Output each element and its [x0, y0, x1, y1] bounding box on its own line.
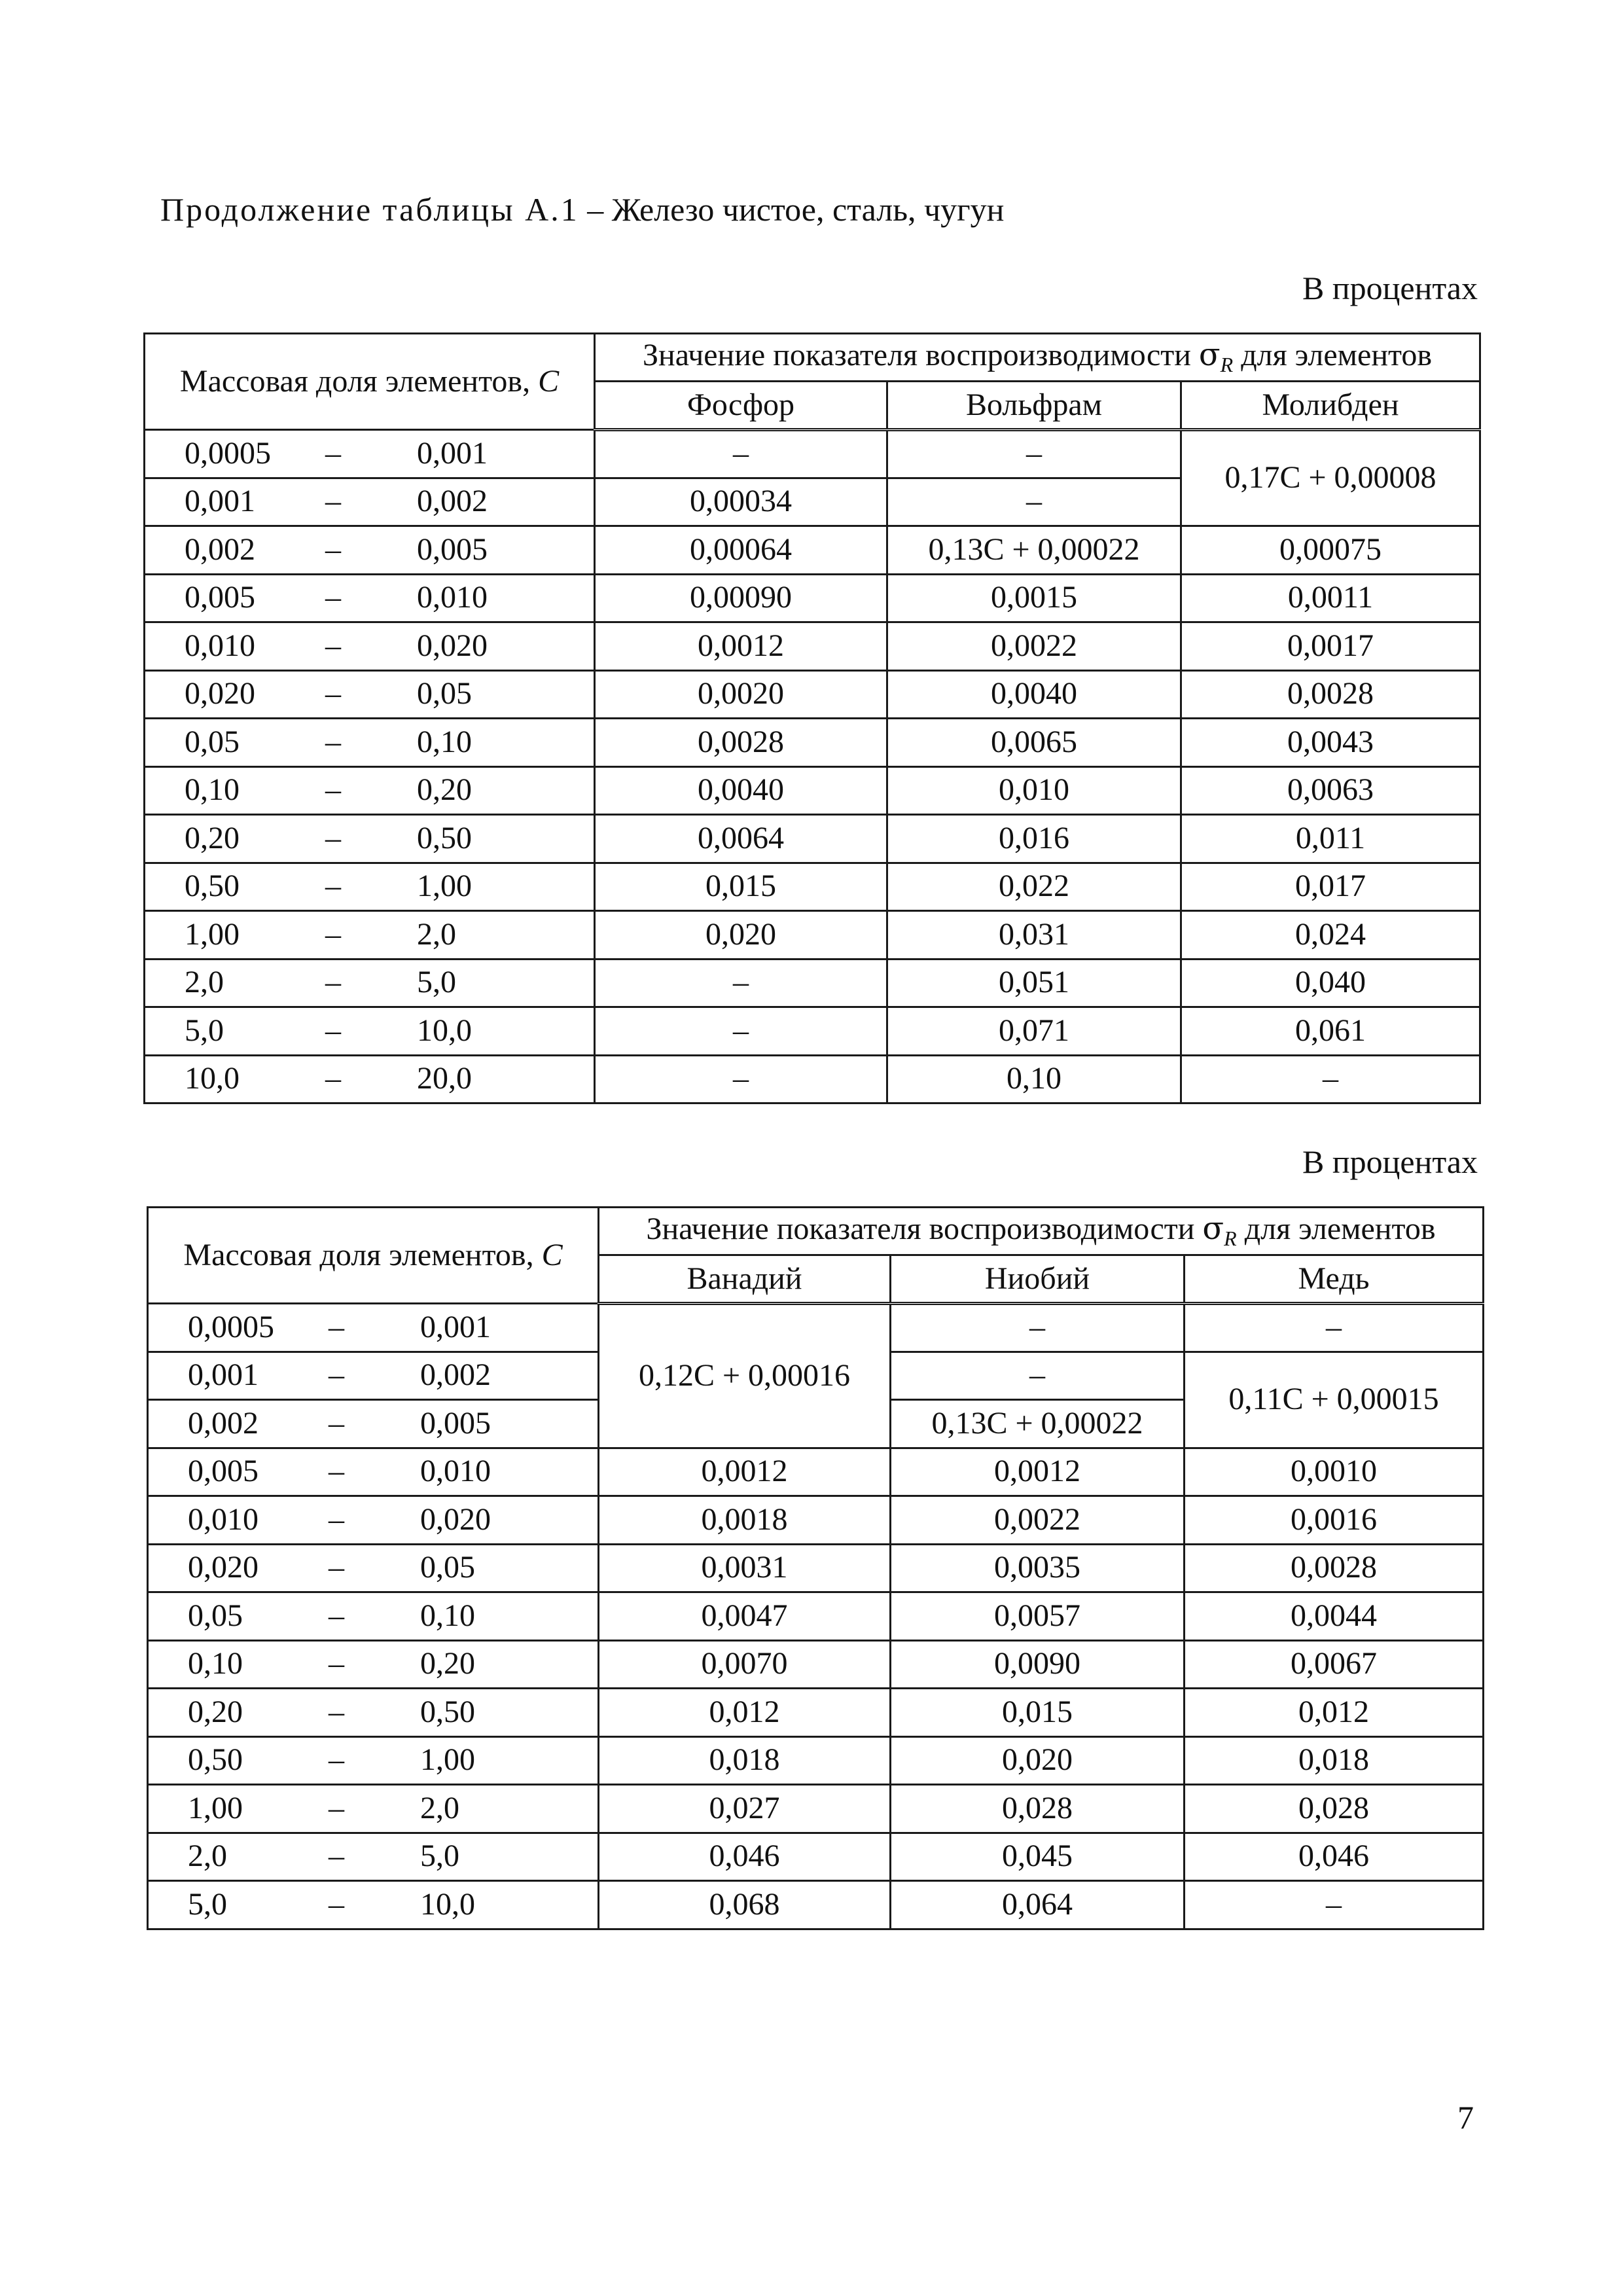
- table-cell: 0,040: [1181, 959, 1480, 1007]
- table-cell: 0,0016: [1185, 1496, 1484, 1545]
- range-from: 0,0005: [188, 1309, 274, 1344]
- table-row: [145, 670, 1480, 719]
- table-row: [148, 1304, 1484, 1352]
- range-to: 2,0: [417, 916, 456, 952]
- table-row: [145, 1007, 1480, 1056]
- table-cell: –: [595, 430, 887, 478]
- range-from: 0,010: [188, 1501, 259, 1537]
- range-from: 2,0: [188, 1839, 227, 1874]
- range-from: 0,020: [185, 676, 255, 711]
- table-cell: 0,0020: [595, 670, 887, 719]
- table-row: [148, 1496, 1484, 1545]
- mass-fraction-range: [145, 766, 595, 815]
- table-cell: 0,0028: [1185, 1544, 1484, 1592]
- table-cell: 0,016: [887, 815, 1181, 863]
- range-to: 5,0: [417, 965, 456, 1000]
- reproducibility-table-1: [143, 332, 1481, 1104]
- table-row: [145, 430, 1480, 478]
- mass-fraction-range: [148, 1544, 599, 1592]
- mass-fraction-range: [148, 1785, 599, 1833]
- header-reproducibility: Значение показателя воспроизводимости $\sigma_R$ для элементов: [599, 1208, 1484, 1255]
- table-cell: 0,046: [599, 1833, 891, 1881]
- range-from: 0,20: [188, 1694, 243, 1729]
- range-from: 0,05: [185, 724, 240, 759]
- range-to: 0,005: [420, 1405, 491, 1441]
- range-dash: –: [329, 1694, 344, 1729]
- range-to: 1,00: [420, 1742, 475, 1778]
- table-cell: 0,031: [887, 911, 1181, 960]
- table-cell: 0,0012: [595, 622, 887, 671]
- range-dash: –: [329, 1598, 344, 1633]
- table-row: [148, 1592, 1484, 1641]
- table-row: [148, 1544, 1484, 1592]
- range-to: 0,001: [417, 435, 488, 471]
- table-cell: 0,00075: [1181, 526, 1480, 575]
- mass-fraction-range: [148, 1304, 599, 1352]
- table-cell: –: [891, 1352, 1185, 1400]
- table-row: [145, 719, 1480, 767]
- range-to: 0,05: [420, 1550, 475, 1585]
- table-cell: 0,0063: [1181, 766, 1480, 815]
- range-to: 2,0: [420, 1790, 459, 1825]
- range-to: 0,010: [417, 580, 488, 615]
- table-cell: 0,0043: [1181, 719, 1480, 767]
- table-cell: –: [887, 478, 1181, 526]
- range-from: 0,002: [185, 531, 255, 567]
- table-cell: 0,0022: [891, 1496, 1185, 1545]
- range-to: 0,10: [420, 1598, 475, 1633]
- mass-fraction-range: [145, 526, 595, 575]
- column-header: Ванадий: [599, 1255, 891, 1304]
- range-dash: –: [325, 1013, 341, 1048]
- range-to: 0,002: [420, 1357, 491, 1393]
- table-cell: 0,13С + 0,00022: [887, 526, 1181, 575]
- header-mass-fraction: Массовая доля элементов, C: [148, 1208, 599, 1304]
- table-row: [145, 574, 1480, 622]
- table-cell: 0,018: [1185, 1736, 1484, 1785]
- table-row: [145, 959, 1480, 1007]
- table-cell: –: [1181, 1055, 1480, 1103]
- table-cell: 0,0057: [891, 1592, 1185, 1641]
- range-to: 0,005: [417, 531, 488, 567]
- mass-fraction-range: [148, 1448, 599, 1496]
- mass-fraction-range: [145, 574, 595, 622]
- mass-fraction-range: [148, 1833, 599, 1881]
- range-from: 0,0005: [185, 435, 271, 471]
- mass-fraction-range: [145, 670, 595, 719]
- range-dash: –: [329, 1742, 344, 1778]
- table-cell: 0,00064: [595, 526, 887, 575]
- table-row: [145, 622, 1480, 671]
- range-dash: –: [325, 820, 341, 855]
- range-from: 5,0: [185, 1013, 224, 1048]
- table-cell: 0,00090: [595, 574, 887, 622]
- table-cell: –: [887, 430, 1181, 478]
- mass-fraction-range: [148, 1881, 599, 1929]
- table-cell: 0,0044: [1185, 1592, 1484, 1641]
- table-row: [148, 1736, 1484, 1785]
- table-cell: 0,0031: [599, 1544, 891, 1592]
- mass-fraction-range: [145, 911, 595, 960]
- table-cell: 0,0015: [887, 574, 1181, 622]
- range-dash: –: [329, 1790, 344, 1825]
- table-cell: –: [1185, 1881, 1484, 1929]
- range-from: 0,10: [188, 1646, 243, 1681]
- range-from: 0,001: [188, 1357, 259, 1393]
- table-cell: 0,17C + 0,00008: [1181, 430, 1480, 526]
- table-cell: 0,061: [1181, 1007, 1480, 1056]
- range-from: 0,50: [188, 1742, 243, 1778]
- mass-fraction-range: [145, 430, 595, 478]
- range-dash: –: [329, 1454, 344, 1489]
- table-cell: 0,022: [887, 863, 1181, 911]
- table-row: [145, 1055, 1480, 1103]
- table-cell: 0,00034: [595, 478, 887, 526]
- range-to: 5,0: [420, 1839, 459, 1874]
- table-cell: 0,0010: [1185, 1448, 1484, 1496]
- table-cell: 0,0028: [595, 719, 887, 767]
- range-to: 0,20: [420, 1646, 475, 1681]
- caption-prefix: Продолжение таблицы А.1: [160, 191, 579, 228]
- mass-fraction-range: [145, 622, 595, 671]
- range-dash: –: [329, 1357, 344, 1393]
- page-number: 7: [1457, 2099, 1474, 2136]
- table-row: [145, 766, 1480, 815]
- mass-fraction-range: [148, 1400, 599, 1448]
- table-cell: 0,0040: [887, 670, 1181, 719]
- range-dash: –: [325, 531, 341, 567]
- table-cell: –: [595, 1055, 887, 1103]
- table-cell: 0,020: [595, 911, 887, 960]
- range-to: 10,0: [420, 1886, 475, 1922]
- mass-fraction-range: [145, 719, 595, 767]
- range-from: 0,001: [185, 484, 255, 519]
- range-dash: –: [329, 1309, 344, 1344]
- table-cell: 0,12C + 0,00016: [599, 1304, 891, 1448]
- table-cell: 0,0018: [599, 1496, 891, 1545]
- table-row: [148, 1640, 1484, 1689]
- range-dash: –: [325, 724, 341, 759]
- mass-fraction-range: [145, 863, 595, 911]
- table-row: [145, 911, 1480, 960]
- range-from: 0,50: [185, 869, 240, 904]
- range-to: 0,001: [420, 1309, 491, 1344]
- table-cell: 0,028: [891, 1785, 1185, 1833]
- mass-fraction-range: [148, 1689, 599, 1737]
- table-cell: 0,046: [1185, 1833, 1484, 1881]
- mass-fraction-range: [148, 1592, 599, 1641]
- range-to: 0,020: [417, 628, 488, 663]
- table-cell: 0,0012: [891, 1448, 1185, 1496]
- table-cell: 0,027: [599, 1785, 891, 1833]
- range-to: 0,05: [417, 676, 472, 711]
- mass-fraction-range: [145, 1055, 595, 1103]
- table-cell: 0,0040: [595, 766, 887, 815]
- table-row: [145, 815, 1480, 863]
- range-from: 0,05: [188, 1598, 243, 1633]
- mass-fraction-range: [148, 1496, 599, 1545]
- range-dash: –: [325, 484, 341, 519]
- range-from: 1,00: [188, 1790, 243, 1825]
- range-from: 0,10: [185, 772, 240, 808]
- table-cell: 0,0047: [599, 1592, 891, 1641]
- range-from: 0,020: [188, 1550, 259, 1585]
- table-cell: –: [1185, 1304, 1484, 1352]
- units-label-2: В процентах: [1302, 1143, 1478, 1180]
- mass-fraction-range: [145, 478, 595, 526]
- range-dash: –: [325, 965, 341, 1000]
- range-from: 2,0: [185, 965, 224, 1000]
- units-label-1: В процентах: [1302, 270, 1478, 306]
- table-cell: –: [595, 1007, 887, 1056]
- table-cell: 0,011: [1181, 815, 1480, 863]
- range-dash: –: [329, 1839, 344, 1874]
- range-to: 0,50: [417, 820, 472, 855]
- table-cell: 0,13C + 0,00022: [891, 1400, 1185, 1448]
- range-from: 0,005: [185, 580, 255, 615]
- table-row: [148, 1785, 1484, 1833]
- table-cell: 0,068: [599, 1881, 891, 1929]
- range-dash: –: [325, 772, 341, 808]
- caption-suffix: – Железо чистое, сталь, чугун: [579, 191, 1005, 228]
- range-dash: –: [329, 1550, 344, 1585]
- range-dash: –: [329, 1501, 344, 1537]
- column-header: Медь: [1185, 1255, 1484, 1304]
- table-cell: –: [595, 959, 887, 1007]
- range-from: 10,0: [185, 1061, 240, 1096]
- table-cell: 0,045: [891, 1833, 1185, 1881]
- mass-fraction-range: [148, 1352, 599, 1400]
- range-to: 1,00: [417, 869, 472, 904]
- range-to: 0,20: [417, 772, 472, 808]
- mass-fraction-range: [145, 1007, 595, 1056]
- table-cell: 0,0011: [1181, 574, 1480, 622]
- range-to: 0,020: [420, 1501, 491, 1537]
- table-row: [148, 1881, 1484, 1929]
- range-dash: –: [329, 1646, 344, 1681]
- range-dash: –: [325, 676, 341, 711]
- table-cell: 0,0012: [599, 1448, 891, 1496]
- table-cell: 0,0070: [599, 1640, 891, 1689]
- table-cell: 0,012: [1185, 1689, 1484, 1737]
- mass-fraction-range: [148, 1640, 599, 1689]
- table-cell: 0,0064: [595, 815, 887, 863]
- table-cell: 0,071: [887, 1007, 1181, 1056]
- column-header: Фосфор: [595, 382, 887, 430]
- column-header: Ниобий: [891, 1255, 1185, 1304]
- table-cell: 0,015: [891, 1689, 1185, 1737]
- range-to: 20,0: [417, 1061, 472, 1096]
- table-cell: 0,0028: [1181, 670, 1480, 719]
- table-cell: 0,028: [1185, 1785, 1484, 1833]
- table-cell: 0,018: [599, 1736, 891, 1785]
- range-dash: –: [325, 916, 341, 952]
- table-cell: 0,0035: [891, 1544, 1185, 1592]
- table-cell: 0,0067: [1185, 1640, 1484, 1689]
- table-cell: 0,0017: [1181, 622, 1480, 671]
- table-cell: 0,012: [599, 1689, 891, 1737]
- table-caption: [160, 190, 1004, 229]
- mass-fraction-range: [145, 815, 595, 863]
- range-dash: –: [329, 1405, 344, 1441]
- table-cell: 0,015: [595, 863, 887, 911]
- table-row: [148, 1689, 1484, 1737]
- range-to: 10,0: [417, 1013, 472, 1048]
- range-from: 0,005: [188, 1454, 259, 1489]
- range-to: 0,010: [420, 1454, 491, 1489]
- range-dash: –: [325, 580, 341, 615]
- table-row: [145, 863, 1480, 911]
- table-cell: 0,024: [1181, 911, 1480, 960]
- range-from: 0,010: [185, 628, 255, 663]
- table-row: [148, 1833, 1484, 1881]
- range-to: 0,10: [417, 724, 472, 759]
- table-cell: 0,10: [887, 1055, 1181, 1103]
- table-cell: 0,017: [1181, 863, 1480, 911]
- table-cell: 0,0090: [891, 1640, 1185, 1689]
- table-cell: 0,010: [887, 766, 1181, 815]
- range-dash: –: [325, 435, 341, 471]
- range-from: 0,20: [185, 820, 240, 855]
- range-dash: –: [325, 628, 341, 663]
- table-cell: 0,020: [891, 1736, 1185, 1785]
- header-mass-fraction: Массовая доля элементов, C: [145, 334, 595, 430]
- range-to: 0,002: [417, 484, 488, 519]
- table-cell: 0,0065: [887, 719, 1181, 767]
- column-header: Вольфрам: [887, 382, 1181, 430]
- table-cell: 0,051: [887, 959, 1181, 1007]
- range-dash: –: [325, 869, 341, 904]
- column-header: Молибден: [1181, 382, 1480, 430]
- range-dash: –: [329, 1886, 344, 1922]
- table-row: [148, 1448, 1484, 1496]
- mass-fraction-range: [148, 1736, 599, 1785]
- table-row: [145, 526, 1480, 575]
- range-from: 5,0: [188, 1886, 227, 1922]
- table-cell: 0,0022: [887, 622, 1181, 671]
- range-from: 0,002: [188, 1405, 259, 1441]
- table-cell: 0,064: [891, 1881, 1185, 1929]
- table-cell: –: [891, 1304, 1185, 1352]
- mass-fraction-range: [145, 959, 595, 1007]
- range-to: 0,50: [420, 1694, 475, 1729]
- reproducibility-table-2: [147, 1206, 1484, 1930]
- header-reproducibility: Значение показателя воспроизводимости $\sigma_R$ для элементов: [595, 334, 1480, 382]
- table-cell: 0,11C + 0,00015: [1185, 1352, 1484, 1448]
- range-from: 1,00: [185, 916, 240, 952]
- range-dash: –: [325, 1061, 341, 1096]
